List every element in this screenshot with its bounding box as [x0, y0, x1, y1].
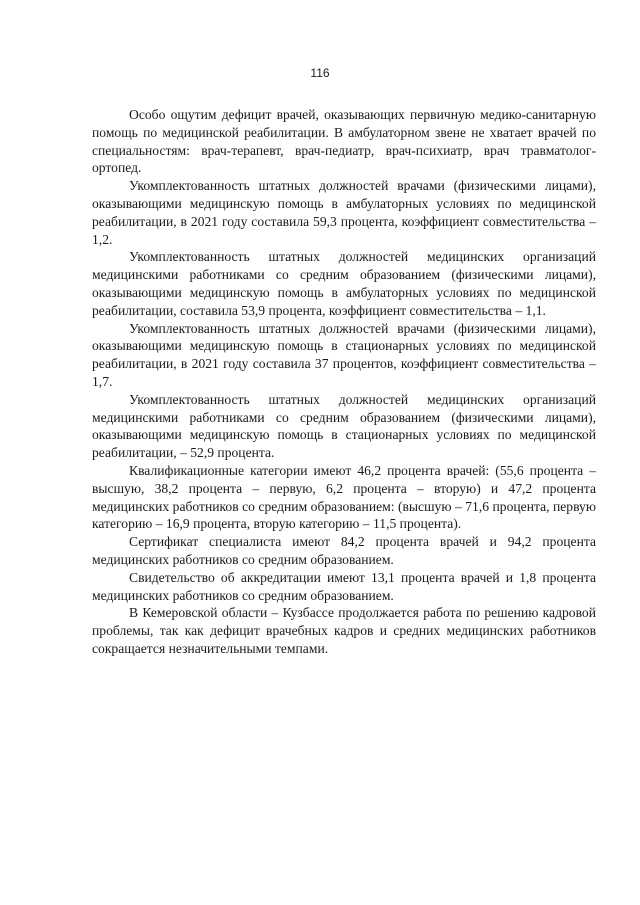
- paragraph-outpatient-doctors-staffing: Укомплектованность штатных должностей врачами (физическими лицами), оказывающими медицинскую помощь в амбулаторных условиях по медицинской реабилитации, в 2021 году составила 59,3 процента, коэффициент совместительства – 1,2.: [92, 178, 596, 247]
- document-body: [92, 106, 596, 658]
- paragraph-outpatient-nurses-staffing: Укомплектованность штатных должностей медицинских организаций медицинскими работниками со средним образованием (физическими лицами), оказывающими медицинскую помощь в амбулаторных условиях по медицинской реабилитации, составила 53,9 процента, коэффициент совместительства – 1,1.: [92, 249, 596, 318]
- paragraph-inpatient-doctors-staffing: Укомплектованность штатных должностей врачами (физическими лицами), оказывающими медицинскую помощь в стационарных условиях по медицинской реабилитации, в 2021 году составила 37 процентов, коэффициент совместительства – 1,7.: [92, 320, 596, 389]
- paragraph-accreditation: Свидетельство об аккредитации имеют 13,1 процента врачей и 1,8 процента медицинских работников со средним образованием.: [92, 569, 596, 603]
- paragraph-primary-care-deficit: Особо ощутим дефицит врачей, оказывающих первичную медико-санитарную помощь по медицинской реабилитации. В амбулаторном звене не хватает врачей по специальностям: врач-терапевт, врач-педиатр, врач-психиатр, врач травматолог-ортопед.: [92, 107, 596, 176]
- paragraph-qualification-categories: Квалификационные категории имеют 46,2 процента врачей: (55,6 процента – высшую, 38,2 процента – первую, 6,2 процента – вторую) и 47,2 процента медицинских работников со средним образованием: (высшую – 71,6 процента, первую категорию – 16,9 процента, вторую категорию – 11,5 процента).: [92, 462, 596, 532]
- paragraph-kuzbass-staffing-work: В Кемеровской области – Кузбассе продолжается работа по решению кадровой проблемы, так как дефицит врачебных кадров и средних медицинских работников сокращается незначительными темпами.: [92, 605, 596, 656]
- page-number: 116: [310, 66, 330, 80]
- paragraph-inpatient-nurses-staffing: Укомплектованность штатных должностей медицинских организаций медицинскими работниками со средним образованием (физическими лицами), оказывающими медицинскую помощь в стационарных условиях по медицинской реабилитации, – 52,9 процента.: [92, 391, 596, 461]
- paragraph-specialist-certificate: Сертификат специалиста имеют 84,2 процента врачей и 94,2 процента медицинских работников со средним образованием.: [92, 534, 596, 567]
